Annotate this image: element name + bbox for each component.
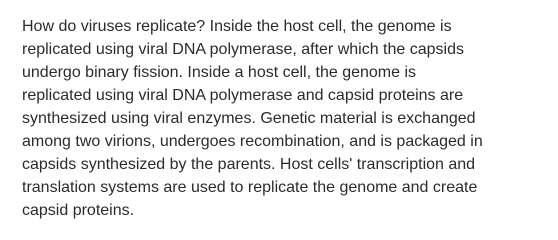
question-line: synthesized using viral enzymes. Genetic material is exchanged — [22, 110, 476, 127]
question-line: replicated using viral DNA polymerase, after which the capsids — [22, 41, 464, 58]
question-line: capsids synthesized by the parents. Host cells' transcription and — [22, 156, 476, 173]
question-line: replicated using viral DNA polymerase and capsid proteins are — [22, 87, 464, 104]
question-line: translation systems are used to replicate the genome and create — [22, 179, 478, 196]
question-line: undergo binary fission. Inside a host cell, the genome is — [22, 64, 417, 81]
question-line: among two virions, undergoes recombination, and is packaged in — [22, 133, 483, 150]
question-text — [22, 15, 552, 222]
question-line: How do viruses replicate? Inside the host cell, the genome is — [22, 18, 452, 35]
question-line: capsid proteins. — [22, 202, 135, 219]
